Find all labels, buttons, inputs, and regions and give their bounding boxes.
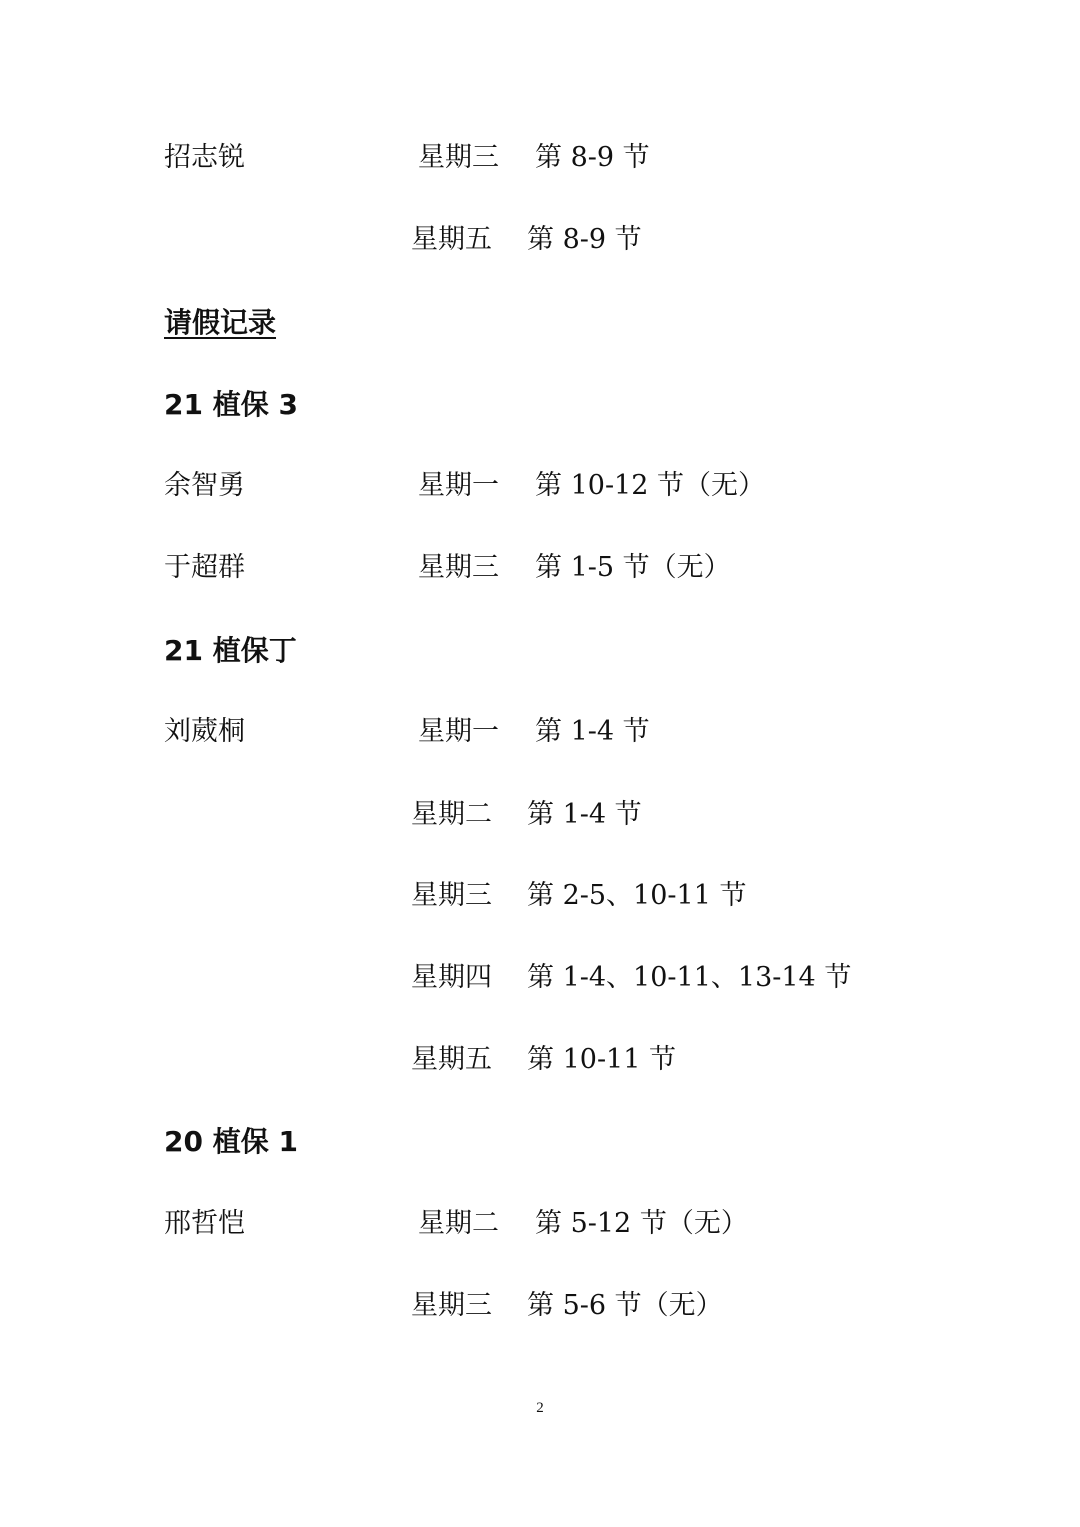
weekday: 星期一 (418, 470, 499, 501)
class-period: 第 8-9 节 (535, 142, 650, 173)
class-period: 第 10-12 节（无） (535, 470, 766, 501)
class-period: 第 1-4 节 (527, 799, 642, 830)
class-period: 第 5-12 节（无） (535, 1208, 748, 1239)
weekday: 星期三 (418, 552, 499, 583)
student-name: 招志锐 (164, 142, 245, 173)
student-name: 刘葳桐 (164, 716, 245, 747)
weekday: 星期三 (418, 142, 499, 173)
class-heading: 21 植保丁 (164, 634, 297, 667)
class-period: 第 1-5 节（无） (535, 552, 731, 583)
weekday: 星期五 (411, 1044, 492, 1075)
class-period: 第 5-6 节（无） (527, 1290, 723, 1321)
page-number: 2 (536, 1400, 544, 1416)
student-name: 邢哲恺 (164, 1208, 245, 1239)
weekday: 星期三 (411, 1290, 492, 1321)
student-name: 余智勇 (164, 470, 245, 501)
weekday: 星期三 (411, 880, 492, 911)
weekday: 星期四 (411, 962, 492, 993)
weekday: 星期二 (418, 1208, 499, 1239)
weekday: 星期一 (418, 716, 499, 747)
weekday: 星期五 (411, 224, 492, 255)
class-period: 第 10-11 节 (527, 1044, 677, 1075)
class-period: 第 8-9 节 (527, 224, 642, 255)
section-title: 请假记录 (164, 306, 277, 339)
class-period: 第 2-5、10-11 节 (527, 880, 747, 911)
class-period: 第 1-4 节 (535, 716, 650, 747)
student-name: 于超群 (164, 552, 245, 583)
class-heading: 20 植保 1 (164, 1125, 298, 1158)
class-heading: 21 植保 3 (164, 388, 298, 421)
class-period: 第 1-4、10-11、13-14 节 (527, 962, 852, 993)
weekday: 星期二 (411, 799, 492, 830)
